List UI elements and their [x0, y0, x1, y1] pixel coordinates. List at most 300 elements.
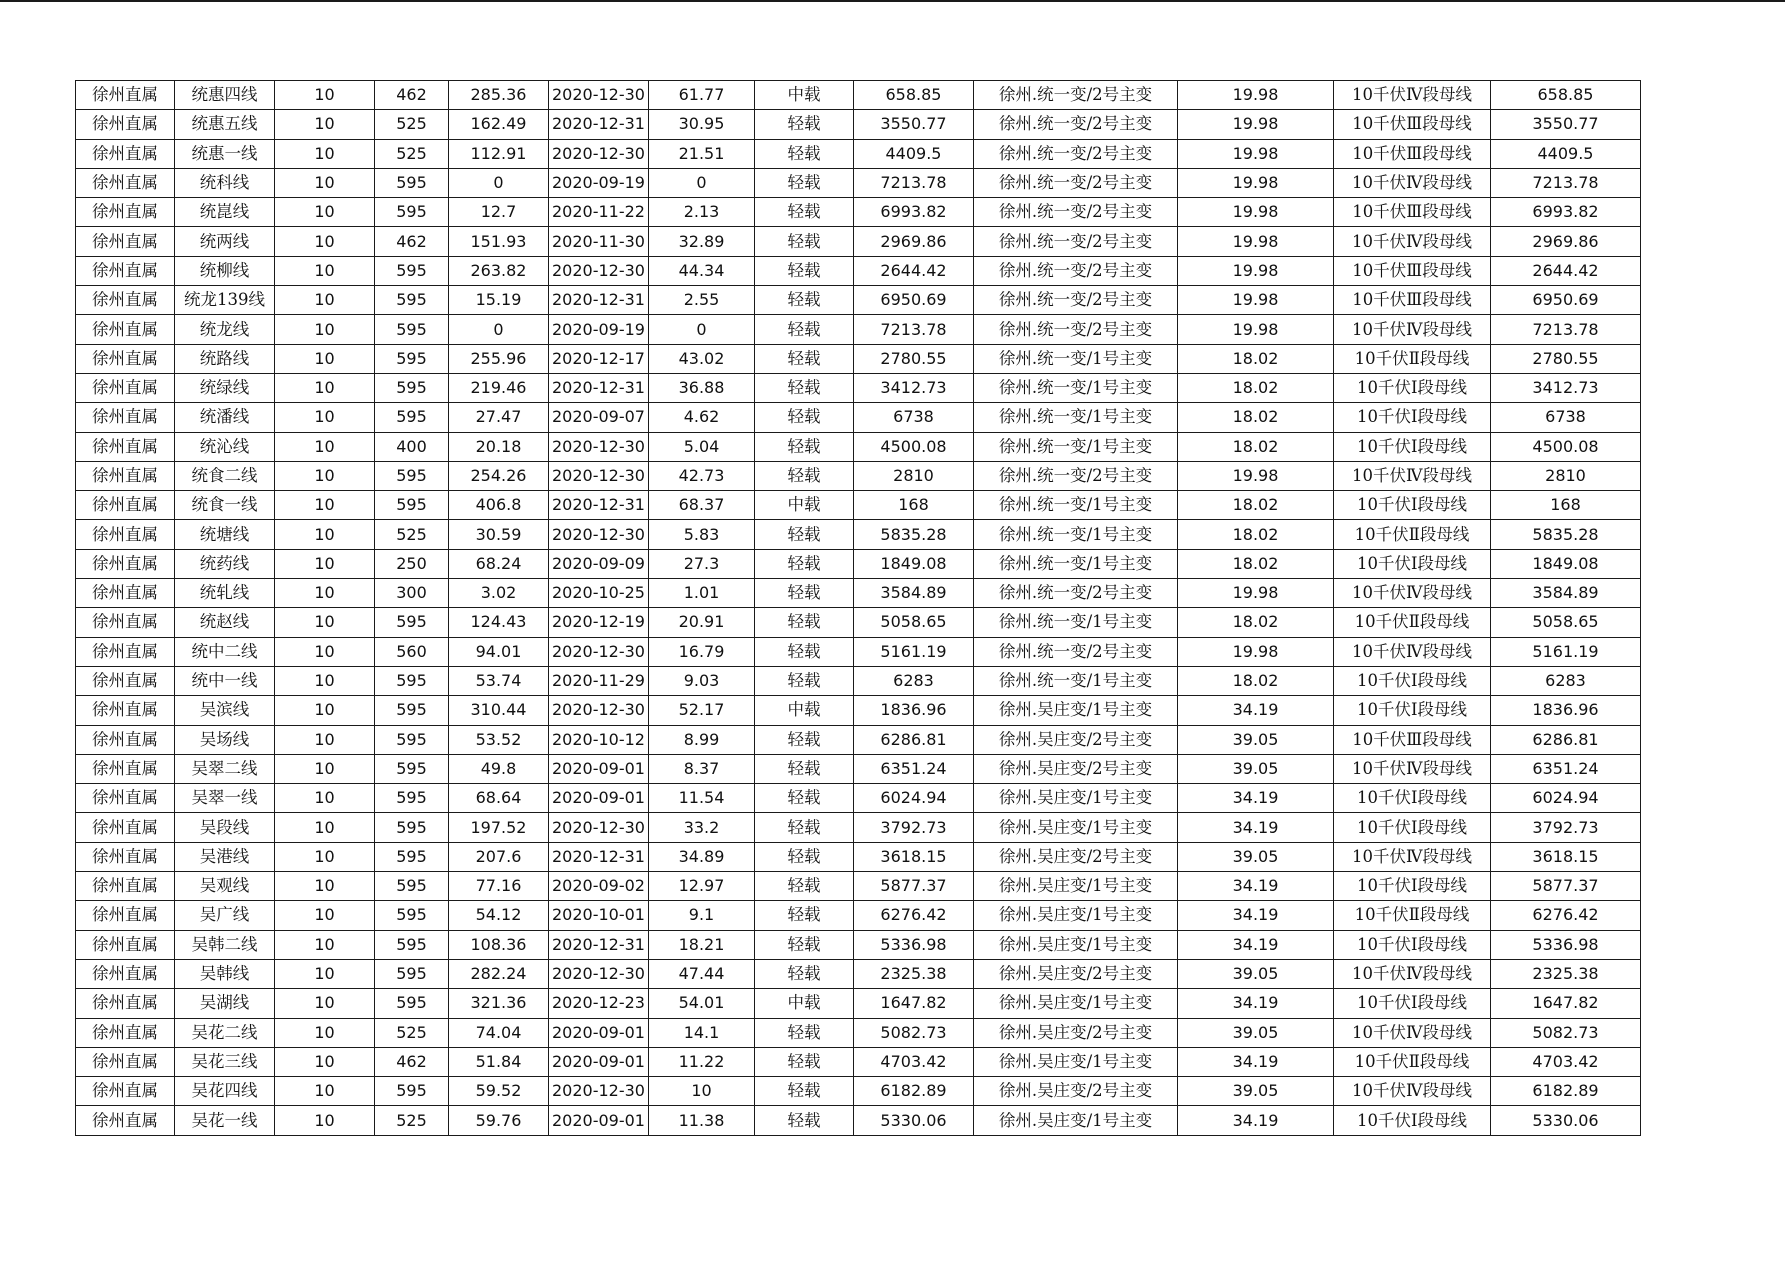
- line-name-cell: 统两线: [175, 227, 275, 256]
- line-name-cell: 吴湖线: [175, 989, 275, 1018]
- unit-cell: 徐州直属: [76, 579, 175, 608]
- table-row: [76, 872, 1641, 901]
- unit-cell: 徐州直属: [76, 959, 175, 988]
- max-current-cell: 94.01: [449, 637, 549, 666]
- transformer-cell: 徐州.吴庄变/2号主变: [974, 842, 1178, 871]
- table-row: [76, 842, 1641, 871]
- load-status-cell: 轻载: [755, 666, 854, 695]
- transformer-load-rate-cell: 34.19: [1178, 784, 1334, 813]
- line-name-cell: 吴韩线: [175, 959, 275, 988]
- max-current-cell: 27.47: [449, 403, 549, 432]
- transformer-cell: 徐州.统一变/2号主变: [974, 579, 1178, 608]
- rated-current-cell: 595: [375, 168, 449, 197]
- rated-current-cell: 595: [375, 930, 449, 959]
- remaining-capacity-cell: 168: [1491, 491, 1641, 520]
- table-row: [76, 901, 1641, 930]
- line-name-cell: 吴翠一线: [175, 784, 275, 813]
- voltage-cell: 10: [275, 959, 375, 988]
- voltage-cell: 10: [275, 666, 375, 695]
- remaining-capacity-cell: 6276.42: [1491, 901, 1641, 930]
- date-cell: 2020-12-17: [549, 344, 649, 373]
- load-status-cell: 轻载: [755, 461, 854, 490]
- max-current-cell: 53.74: [449, 666, 549, 695]
- date-cell: 2020-12-30: [549, 139, 649, 168]
- load-status-cell: 轻载: [755, 286, 854, 315]
- line-name-cell: 吴港线: [175, 842, 275, 871]
- table-row: [76, 784, 1641, 813]
- line-name-cell: 统中二线: [175, 637, 275, 666]
- transformer-load-rate-cell: 39.05: [1178, 1018, 1334, 1047]
- line-name-cell: 统路线: [175, 344, 275, 373]
- date-cell: 2020-12-30: [549, 1077, 649, 1106]
- rated-current-cell: 595: [375, 813, 449, 842]
- transformer-load-rate-cell: 19.98: [1178, 110, 1334, 139]
- load-status-cell: 轻载: [755, 813, 854, 842]
- available-capacity-cell: 4500.08: [854, 432, 974, 461]
- busbar-cell: 10千伏Ⅲ段母线: [1334, 725, 1491, 754]
- voltage-cell: 10: [275, 139, 375, 168]
- table-row: [76, 491, 1641, 520]
- date-cell: 2020-10-12: [549, 725, 649, 754]
- line-name-cell: 统轧线: [175, 579, 275, 608]
- rated-current-cell: 462: [375, 1047, 449, 1076]
- unit-cell: 徐州直属: [76, 520, 175, 549]
- voltage-cell: 10: [275, 110, 375, 139]
- transformer-load-rate-cell: 34.19: [1178, 930, 1334, 959]
- transformer-load-rate-cell: 19.98: [1178, 579, 1334, 608]
- remaining-capacity-cell: 6182.89: [1491, 1077, 1641, 1106]
- voltage-cell: 10: [275, 432, 375, 461]
- transformer-load-rate-cell: 34.19: [1178, 989, 1334, 1018]
- rated-current-cell: 595: [375, 784, 449, 813]
- rated-current-cell: 595: [375, 608, 449, 637]
- date-cell: 2020-12-30: [549, 461, 649, 490]
- rated-current-cell: 595: [375, 696, 449, 725]
- transformer-cell: 徐州.统一变/1号主变: [974, 491, 1178, 520]
- unit-cell: 徐州直属: [76, 344, 175, 373]
- load-status-cell: 轻载: [755, 373, 854, 402]
- max-current-cell: 285.36: [449, 81, 549, 110]
- max-current-cell: 219.46: [449, 373, 549, 402]
- transformer-cell: 徐州.统一变/2号主变: [974, 227, 1178, 256]
- transformer-cell: 徐州.统一变/2号主变: [974, 81, 1178, 110]
- busbar-cell: 10千伏Ⅰ段母线: [1334, 872, 1491, 901]
- rated-current-cell: 595: [375, 344, 449, 373]
- unit-cell: 徐州直属: [76, 549, 175, 578]
- rated-current-cell: 595: [375, 666, 449, 695]
- max-current-cell: 162.49: [449, 110, 549, 139]
- load-status-cell: 轻载: [755, 227, 854, 256]
- unit-cell: 徐州直属: [76, 227, 175, 256]
- rated-current-cell: 595: [375, 989, 449, 1018]
- max-current-cell: 77.16: [449, 872, 549, 901]
- voltage-cell: 10: [275, 989, 375, 1018]
- busbar-cell: 10千伏Ⅱ段母线: [1334, 344, 1491, 373]
- remaining-capacity-cell: 1849.08: [1491, 549, 1641, 578]
- table-row: [76, 432, 1641, 461]
- load-status-cell: 轻载: [755, 344, 854, 373]
- load-rate-cell: 16.79: [649, 637, 755, 666]
- transformer-load-rate-cell: 19.98: [1178, 256, 1334, 285]
- table-row: [76, 315, 1641, 344]
- load-rate-cell: 20.91: [649, 608, 755, 637]
- line-name-cell: 统绿线: [175, 373, 275, 402]
- transformer-cell: 徐州.统一变/1号主变: [974, 549, 1178, 578]
- busbar-cell: 10千伏Ⅳ段母线: [1334, 461, 1491, 490]
- unit-cell: 徐州直属: [76, 813, 175, 842]
- table-row: [76, 666, 1641, 695]
- transformer-cell: 徐州.统一变/1号主变: [974, 520, 1178, 549]
- rated-current-cell: 560: [375, 637, 449, 666]
- feeder-load-table: [75, 80, 1641, 1136]
- unit-cell: 徐州直属: [76, 666, 175, 695]
- busbar-cell: 10千伏Ⅲ段母线: [1334, 198, 1491, 227]
- line-name-cell: 吴广线: [175, 901, 275, 930]
- unit-cell: 徐州直属: [76, 1047, 175, 1076]
- voltage-cell: 10: [275, 1018, 375, 1047]
- transformer-load-rate-cell: 19.98: [1178, 168, 1334, 197]
- load-rate-cell: 21.51: [649, 139, 755, 168]
- transformer-load-rate-cell: 18.02: [1178, 344, 1334, 373]
- date-cell: 2020-12-30: [549, 81, 649, 110]
- date-cell: 2020-11-22: [549, 198, 649, 227]
- table-row: [76, 637, 1641, 666]
- busbar-cell: 10千伏Ⅱ段母线: [1334, 520, 1491, 549]
- voltage-cell: 10: [275, 725, 375, 754]
- max-current-cell: 108.36: [449, 930, 549, 959]
- max-current-cell: 59.52: [449, 1077, 549, 1106]
- load-rate-cell: 5.04: [649, 432, 755, 461]
- available-capacity-cell: 5058.65: [854, 608, 974, 637]
- busbar-cell: 10千伏Ⅰ段母线: [1334, 403, 1491, 432]
- transformer-load-rate-cell: 34.19: [1178, 813, 1334, 842]
- rated-current-cell: 595: [375, 491, 449, 520]
- transformer-load-rate-cell: 34.19: [1178, 1047, 1334, 1076]
- busbar-cell: 10千伏Ⅰ段母线: [1334, 696, 1491, 725]
- load-rate-cell: 2.13: [649, 198, 755, 227]
- table-row: [76, 227, 1641, 256]
- load-rate-cell: 52.17: [649, 696, 755, 725]
- rated-current-cell: 595: [375, 373, 449, 402]
- date-cell: 2020-12-30: [549, 637, 649, 666]
- line-name-cell: 吴滨线: [175, 696, 275, 725]
- line-name-cell: 吴段线: [175, 813, 275, 842]
- rated-current-cell: 525: [375, 1106, 449, 1135]
- date-cell: 2020-12-19: [549, 608, 649, 637]
- load-status-cell: 中载: [755, 491, 854, 520]
- rated-current-cell: 462: [375, 81, 449, 110]
- table-row: [76, 256, 1641, 285]
- voltage-cell: 10: [275, 1077, 375, 1106]
- voltage-cell: 10: [275, 696, 375, 725]
- transformer-cell: 徐州.吴庄变/2号主变: [974, 1077, 1178, 1106]
- line-name-cell: 吴花二线: [175, 1018, 275, 1047]
- unit-cell: 徐州直属: [76, 1077, 175, 1106]
- busbar-cell: 10千伏Ⅱ段母线: [1334, 901, 1491, 930]
- unit-cell: 徐州直属: [76, 608, 175, 637]
- remaining-capacity-cell: 6286.81: [1491, 725, 1641, 754]
- date-cell: 2020-10-25: [549, 579, 649, 608]
- date-cell: 2020-09-01: [549, 1018, 649, 1047]
- unit-cell: 徐州直属: [76, 784, 175, 813]
- load-status-cell: 轻载: [755, 139, 854, 168]
- busbar-cell: 10千伏Ⅰ段母线: [1334, 491, 1491, 520]
- date-cell: 2020-09-09: [549, 549, 649, 578]
- table-row: [76, 286, 1641, 315]
- busbar-cell: 10千伏Ⅰ段母线: [1334, 930, 1491, 959]
- voltage-cell: 10: [275, 373, 375, 402]
- load-status-cell: 轻载: [755, 432, 854, 461]
- busbar-cell: 10千伏Ⅰ段母线: [1334, 432, 1491, 461]
- transformer-cell: 徐州.吴庄变/2号主变: [974, 725, 1178, 754]
- transformer-cell: 徐州.吴庄变/1号主变: [974, 901, 1178, 930]
- available-capacity-cell: 6276.42: [854, 901, 974, 930]
- transformer-cell: 徐州.吴庄变/2号主变: [974, 959, 1178, 988]
- date-cell: 2020-12-30: [549, 520, 649, 549]
- transformer-cell: 徐州.吴庄变/2号主变: [974, 1018, 1178, 1047]
- remaining-capacity-cell: 4703.42: [1491, 1047, 1641, 1076]
- busbar-cell: 10千伏Ⅰ段母线: [1334, 989, 1491, 1018]
- load-rate-cell: 5.83: [649, 520, 755, 549]
- table-row: [76, 1106, 1641, 1135]
- available-capacity-cell: 6182.89: [854, 1077, 974, 1106]
- transformer-load-rate-cell: 19.98: [1178, 637, 1334, 666]
- available-capacity-cell: 2780.55: [854, 344, 974, 373]
- line-name-cell: 统赵线: [175, 608, 275, 637]
- unit-cell: 徐州直属: [76, 315, 175, 344]
- voltage-cell: 10: [275, 579, 375, 608]
- available-capacity-cell: 1836.96: [854, 696, 974, 725]
- transformer-cell: 徐州.吴庄变/2号主变: [974, 754, 1178, 783]
- table-row: [76, 461, 1641, 490]
- rated-current-cell: 595: [375, 403, 449, 432]
- available-capacity-cell: 2810: [854, 461, 974, 490]
- unit-cell: 徐州直属: [76, 930, 175, 959]
- load-status-cell: 轻载: [755, 315, 854, 344]
- remaining-capacity-cell: 4409.5: [1491, 139, 1641, 168]
- busbar-cell: 10千伏Ⅱ段母线: [1334, 608, 1491, 637]
- table-row: [76, 1047, 1641, 1076]
- available-capacity-cell: 6286.81: [854, 725, 974, 754]
- table-row: [76, 579, 1641, 608]
- load-status-cell: 轻载: [755, 842, 854, 871]
- max-current-cell: 207.6: [449, 842, 549, 871]
- load-rate-cell: 2.55: [649, 286, 755, 315]
- load-rate-cell: 18.21: [649, 930, 755, 959]
- available-capacity-cell: 6993.82: [854, 198, 974, 227]
- unit-cell: 徐州直属: [76, 491, 175, 520]
- voltage-cell: 10: [275, 637, 375, 666]
- remaining-capacity-cell: 2810: [1491, 461, 1641, 490]
- load-rate-cell: 54.01: [649, 989, 755, 1018]
- table-row: [76, 696, 1641, 725]
- available-capacity-cell: 2969.86: [854, 227, 974, 256]
- table-row: [76, 725, 1641, 754]
- table-body: [76, 81, 1641, 1136]
- table-row: [76, 198, 1641, 227]
- voltage-cell: 10: [275, 198, 375, 227]
- transformer-load-rate-cell: 19.98: [1178, 227, 1334, 256]
- load-status-cell: 轻载: [755, 959, 854, 988]
- max-current-cell: 49.8: [449, 754, 549, 783]
- unit-cell: 徐州直属: [76, 754, 175, 783]
- table-row: [76, 754, 1641, 783]
- line-name-cell: 统惠四线: [175, 81, 275, 110]
- busbar-cell: 10千伏Ⅳ段母线: [1334, 168, 1491, 197]
- unit-cell: 徐州直属: [76, 461, 175, 490]
- line-name-cell: 吴翠二线: [175, 754, 275, 783]
- line-name-cell: 统食二线: [175, 461, 275, 490]
- available-capacity-cell: 658.85: [854, 81, 974, 110]
- unit-cell: 徐州直属: [76, 989, 175, 1018]
- load-rate-cell: 1.01: [649, 579, 755, 608]
- line-name-cell: 统惠一线: [175, 139, 275, 168]
- available-capacity-cell: 3584.89: [854, 579, 974, 608]
- max-current-cell: 15.19: [449, 286, 549, 315]
- voltage-cell: 10: [275, 813, 375, 842]
- load-rate-cell: 14.1: [649, 1018, 755, 1047]
- load-rate-cell: 12.97: [649, 872, 755, 901]
- busbar-cell: 10千伏Ⅳ段母线: [1334, 81, 1491, 110]
- available-capacity-cell: 3550.77: [854, 110, 974, 139]
- max-current-cell: 68.24: [449, 549, 549, 578]
- available-capacity-cell: 5330.06: [854, 1106, 974, 1135]
- transformer-load-rate-cell: 34.19: [1178, 872, 1334, 901]
- rated-current-cell: 300: [375, 579, 449, 608]
- date-cell: 2020-10-01: [549, 901, 649, 930]
- load-status-cell: 轻载: [755, 579, 854, 608]
- rated-current-cell: 595: [375, 315, 449, 344]
- load-rate-cell: 61.77: [649, 81, 755, 110]
- transformer-load-rate-cell: 19.98: [1178, 315, 1334, 344]
- busbar-cell: 10千伏Ⅱ段母线: [1334, 1047, 1491, 1076]
- max-current-cell: 124.43: [449, 608, 549, 637]
- date-cell: 2020-09-01: [549, 1047, 649, 1076]
- max-current-cell: 310.44: [449, 696, 549, 725]
- load-rate-cell: 47.44: [649, 959, 755, 988]
- rated-current-cell: 595: [375, 1077, 449, 1106]
- voltage-cell: 10: [275, 81, 375, 110]
- remaining-capacity-cell: 2969.86: [1491, 227, 1641, 256]
- voltage-cell: 10: [275, 344, 375, 373]
- transformer-cell: 徐州.统一变/2号主变: [974, 286, 1178, 315]
- load-rate-cell: 42.73: [649, 461, 755, 490]
- unit-cell: 徐州直属: [76, 637, 175, 666]
- date-cell: 2020-12-23: [549, 989, 649, 1018]
- unit-cell: 徐州直属: [76, 139, 175, 168]
- voltage-cell: 10: [275, 286, 375, 315]
- load-status-cell: 轻载: [755, 168, 854, 197]
- table-row: [76, 1018, 1641, 1047]
- remaining-capacity-cell: 6738: [1491, 403, 1641, 432]
- max-current-cell: 0: [449, 315, 549, 344]
- load-rate-cell: 0: [649, 168, 755, 197]
- date-cell: 2020-12-31: [549, 286, 649, 315]
- unit-cell: 徐州直属: [76, 256, 175, 285]
- transformer-cell: 徐州.吴庄变/1号主变: [974, 989, 1178, 1018]
- date-cell: 2020-12-31: [549, 373, 649, 402]
- busbar-cell: 10千伏Ⅰ段母线: [1334, 813, 1491, 842]
- available-capacity-cell: 1647.82: [854, 989, 974, 1018]
- load-rate-cell: 68.37: [649, 491, 755, 520]
- voltage-cell: 10: [275, 1047, 375, 1076]
- voltage-cell: 10: [275, 901, 375, 930]
- load-rate-cell: 10: [649, 1077, 755, 1106]
- transformer-cell: 徐州.吴庄变/1号主变: [974, 784, 1178, 813]
- load-status-cell: 轻载: [755, 110, 854, 139]
- line-name-cell: 吴花四线: [175, 1077, 275, 1106]
- date-cell: 2020-09-07: [549, 403, 649, 432]
- transformer-cell: 徐州.统一变/2号主变: [974, 139, 1178, 168]
- date-cell: 2020-09-19: [549, 315, 649, 344]
- rated-current-cell: 595: [375, 198, 449, 227]
- date-cell: 2020-12-30: [549, 432, 649, 461]
- date-cell: 2020-09-01: [549, 1106, 649, 1135]
- load-status-cell: 轻载: [755, 784, 854, 813]
- transformer-load-rate-cell: 18.02: [1178, 491, 1334, 520]
- rated-current-cell: 400: [375, 432, 449, 461]
- available-capacity-cell: 6351.24: [854, 754, 974, 783]
- date-cell: 2020-12-31: [549, 842, 649, 871]
- busbar-cell: 10千伏Ⅳ段母线: [1334, 959, 1491, 988]
- transformer-load-rate-cell: 19.98: [1178, 198, 1334, 227]
- unit-cell: 徐州直属: [76, 198, 175, 227]
- table-row: [76, 139, 1641, 168]
- busbar-cell: 10千伏Ⅳ段母线: [1334, 227, 1491, 256]
- busbar-cell: 10千伏Ⅰ段母线: [1334, 549, 1491, 578]
- remaining-capacity-cell: 6950.69: [1491, 286, 1641, 315]
- load-status-cell: 轻载: [755, 520, 854, 549]
- transformer-cell: 徐州.统一变/2号主变: [974, 110, 1178, 139]
- transformer-cell: 徐州.吴庄变/1号主变: [974, 813, 1178, 842]
- table-row: [76, 373, 1641, 402]
- table-row: [76, 959, 1641, 988]
- busbar-cell: 10千伏Ⅳ段母线: [1334, 754, 1491, 783]
- transformer-load-rate-cell: 18.02: [1178, 432, 1334, 461]
- remaining-capacity-cell: 3550.77: [1491, 110, 1641, 139]
- available-capacity-cell: 3792.73: [854, 813, 974, 842]
- busbar-cell: 10千伏Ⅲ段母线: [1334, 110, 1491, 139]
- load-status-cell: 轻载: [755, 1018, 854, 1047]
- max-current-cell: 68.64: [449, 784, 549, 813]
- transformer-cell: 徐州.统一变/2号主变: [974, 315, 1178, 344]
- line-name-cell: 吴韩二线: [175, 930, 275, 959]
- transformer-cell: 徐州.统一变/1号主变: [974, 344, 1178, 373]
- load-status-cell: 轻载: [755, 725, 854, 754]
- transformer-cell: 徐州.统一变/1号主变: [974, 403, 1178, 432]
- transformer-load-rate-cell: 34.19: [1178, 1106, 1334, 1135]
- transformer-cell: 徐州.吴庄变/1号主变: [974, 930, 1178, 959]
- load-rate-cell: 4.62: [649, 403, 755, 432]
- table-row: [76, 168, 1641, 197]
- available-capacity-cell: 168: [854, 491, 974, 520]
- max-current-cell: 263.82: [449, 256, 549, 285]
- unit-cell: 徐州直属: [76, 286, 175, 315]
- voltage-cell: 10: [275, 842, 375, 871]
- top-border-line: [0, 0, 1785, 2]
- transformer-load-rate-cell: 18.02: [1178, 520, 1334, 549]
- date-cell: 2020-12-30: [549, 959, 649, 988]
- unit-cell: 徐州直属: [76, 725, 175, 754]
- busbar-cell: 10千伏Ⅲ段母线: [1334, 286, 1491, 315]
- transformer-load-rate-cell: 39.05: [1178, 1077, 1334, 1106]
- unit-cell: 徐州直属: [76, 872, 175, 901]
- busbar-cell: 10千伏Ⅳ段母线: [1334, 637, 1491, 666]
- transformer-load-rate-cell: 39.05: [1178, 754, 1334, 783]
- remaining-capacity-cell: 5161.19: [1491, 637, 1641, 666]
- rated-current-cell: 595: [375, 725, 449, 754]
- max-current-cell: 406.8: [449, 491, 549, 520]
